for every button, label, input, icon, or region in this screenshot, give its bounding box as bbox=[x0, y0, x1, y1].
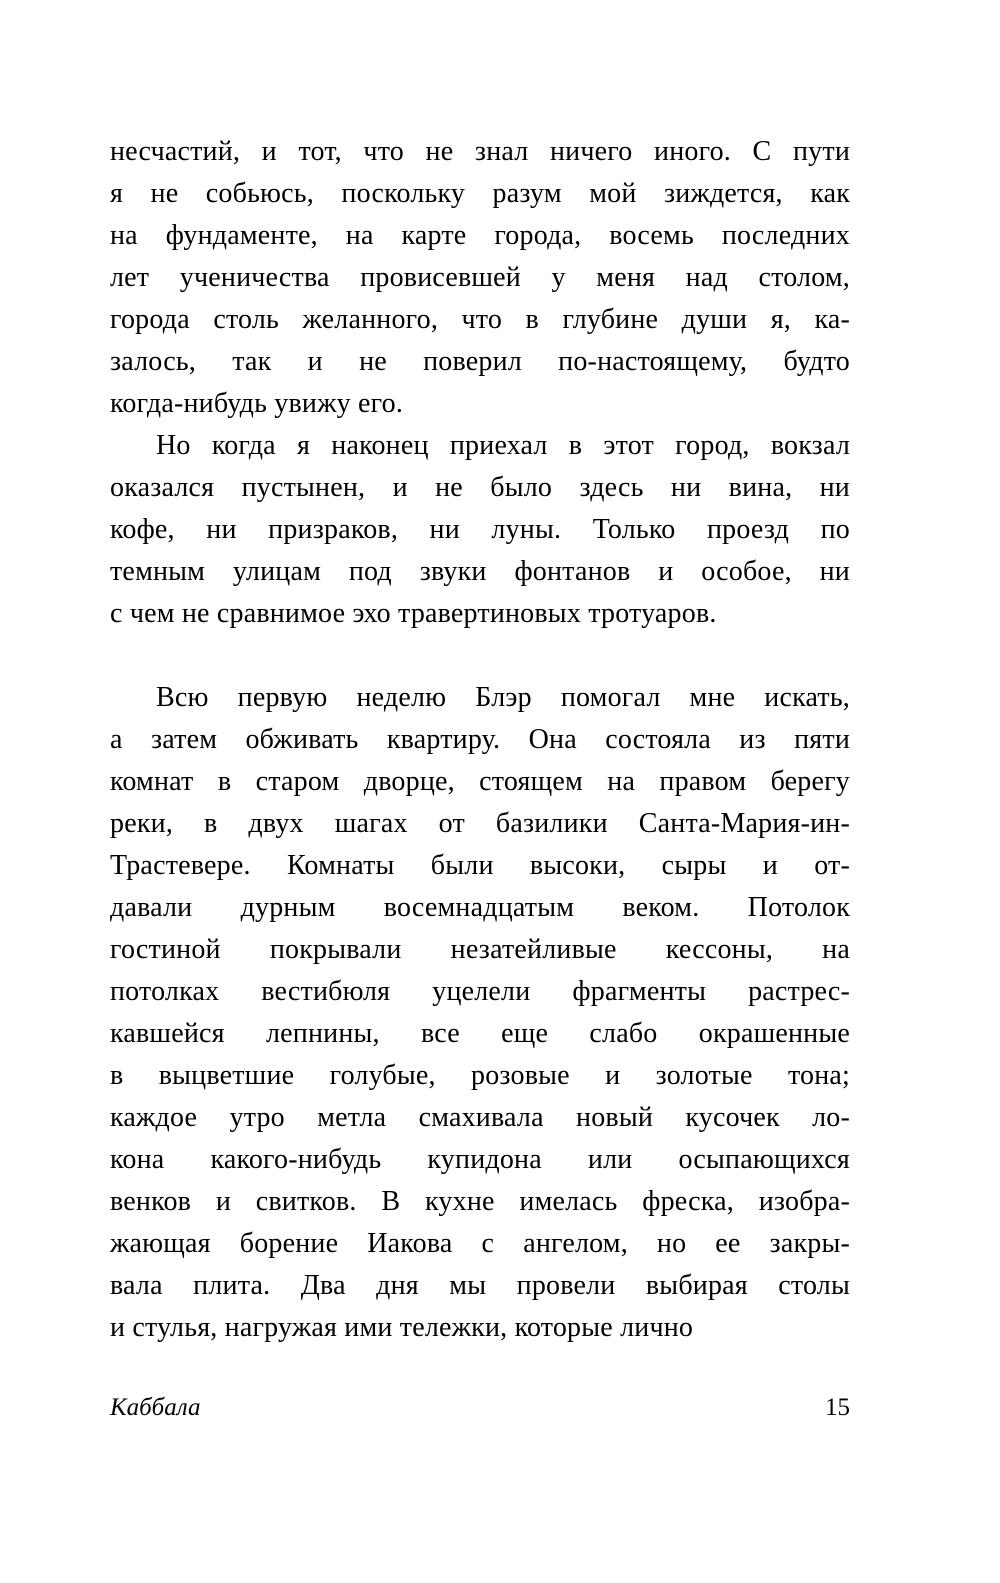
text-line: несчастий, и тот, что не знал ничего иного. С пути bbox=[110, 136, 850, 167]
paragraph bbox=[110, 677, 850, 1349]
text-line: лет ученичества провисевшей у меня над столом, bbox=[110, 262, 850, 293]
text-line: а затем обживать квартиру. Она состояла из пяти bbox=[110, 724, 850, 755]
text-line: оказался пустынен, и не было здесь ни вина, ни bbox=[110, 472, 850, 503]
text-line: кавшейся лепнины, все еще слабо окрашенные bbox=[110, 1018, 850, 1049]
text-line: с чем не сравнимое эхо травертиновых тротуаров. bbox=[110, 598, 717, 629]
running-title: Каббала bbox=[110, 1394, 201, 1421]
text-line: кона какого-нибудь купидона или осыпающихся bbox=[110, 1144, 850, 1175]
text-line: комнат в старом дворце, стоящем на правом берегу bbox=[110, 766, 850, 797]
text-line: гостиной покрывали незатейливые кессоны, на bbox=[110, 934, 850, 965]
text-line: вала плита. Два дня мы провели выбирая столы bbox=[110, 1270, 850, 1301]
text-line: кофе, ни призраков, ни луны. Только проезд по bbox=[110, 514, 850, 545]
text-line: и стулья, нагружая ими тележки, которые лично bbox=[110, 1312, 694, 1343]
text-line: когда-нибудь увижу его. bbox=[110, 388, 404, 419]
text-line: в выцветшие голубые, розовые и золотые тона; bbox=[110, 1060, 850, 1091]
text-line: на фундаменте, на карте города, восемь последних bbox=[110, 220, 850, 251]
text-line: темным улицам под звуки фонтанов и особое, ни bbox=[110, 556, 850, 587]
text-line: Но когда я наконец приехал в этот город, вокзал bbox=[156, 430, 850, 461]
text-line: потолках вестибюля уцелели фрагменты растрес- bbox=[110, 976, 850, 1007]
text-line: залось, так и не поверил по-настоящему, будто bbox=[110, 346, 850, 377]
paragraph bbox=[110, 131, 850, 425]
text-line: я не собьюсь, поскольку разум мой зиждется, как bbox=[110, 178, 850, 209]
text-block bbox=[110, 131, 850, 1349]
text-line: каждое утро метла смахивала новый кусочек ло- bbox=[110, 1102, 850, 1133]
paragraph bbox=[110, 425, 850, 635]
page-number: 15 bbox=[825, 1394, 850, 1421]
text-line: жающая борение Иакова с ангелом, но ее закры- bbox=[110, 1228, 850, 1259]
text-line: венков и свитков. В кухне имелась фреска, изобра- bbox=[110, 1186, 850, 1217]
text-line: давали дурным восемнадцатым веком. Потолок bbox=[110, 892, 850, 923]
page-footer bbox=[110, 1392, 850, 1424]
text-line: города столь желанного, что в глубине души я, ка- bbox=[110, 304, 850, 335]
text-line: Всю первую неделю Блэр помогал мне искать, bbox=[156, 682, 850, 713]
text-line: Трастевере. Комнаты были высоки, сыры и от- bbox=[110, 850, 850, 881]
text-line: реки, в двух шагах от базилики Санта-Мария-ин- bbox=[110, 808, 850, 839]
